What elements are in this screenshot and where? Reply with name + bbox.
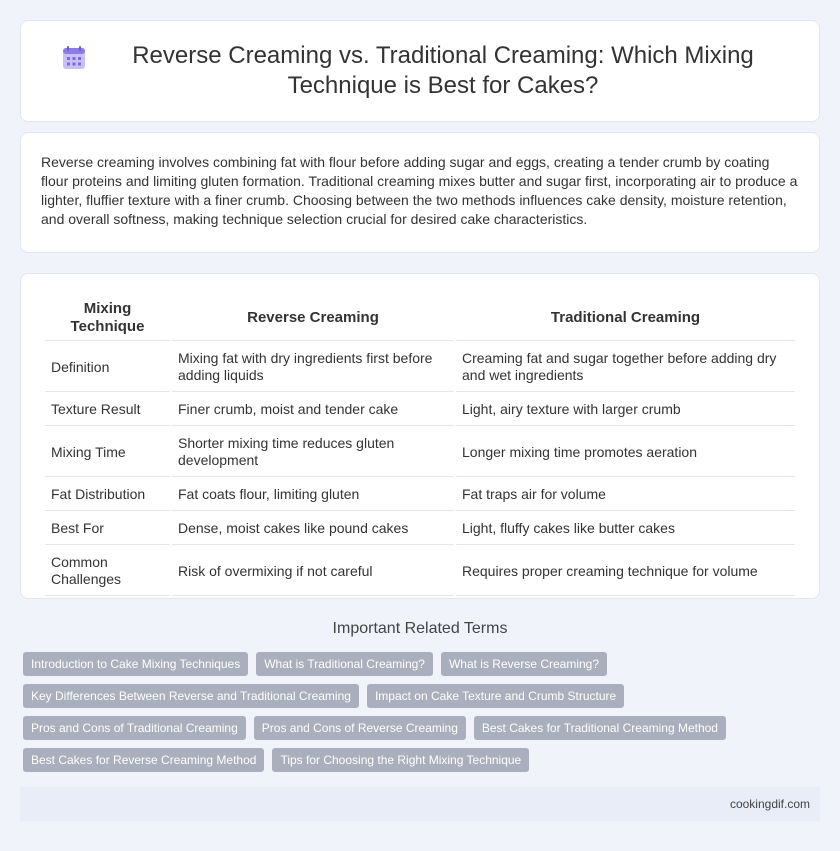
related-terms-title: Important Related Terms [332, 620, 508, 637]
row-label: Fat Distribution [45, 479, 170, 511]
tag-what-is-reverse[interactable]: What is Reverse Creaming? [441, 652, 607, 676]
calendar-grid-icon [61, 45, 87, 71]
traditional-cell: Creaming fat and sugar together before adding dry and wet ingredients [456, 343, 795, 392]
tag-best-cakes-reverse[interactable]: Best Cakes for Reverse Creaming Method [23, 748, 264, 772]
tag-pros-cons-traditional[interactable]: Pros and Cons of Traditional Creaming [23, 716, 246, 740]
traditional-cell: Light, airy texture with larger crumb [456, 394, 795, 426]
footer-site-link[interactable]: cookingdif.com [729, 797, 810, 811]
table-row [45, 547, 795, 596]
reverse-cell: Shorter mixing time reduces gluten development [172, 428, 454, 477]
table-header-row [45, 296, 795, 341]
title-card [20, 20, 820, 122]
footer [20, 787, 820, 821]
header-mixing-technique: Mixing Technique [45, 296, 170, 341]
table-row [45, 428, 795, 477]
table-row [45, 479, 795, 511]
tag-pros-cons-reverse[interactable]: Pros and Cons of Reverse Creaming [254, 716, 466, 740]
row-label: Best For [45, 513, 170, 545]
tag-intro-mixing-techniques[interactable]: Introduction to Cake Mixing Techniques [23, 652, 248, 676]
tag-impact-texture[interactable]: Impact on Cake Texture and Crumb Structure [367, 684, 624, 708]
reverse-cell: Finer crumb, moist and tender cake [172, 394, 454, 426]
row-label: Mixing Time [45, 428, 170, 477]
row-label: Common Challenges [45, 547, 170, 596]
table-row [45, 513, 795, 545]
comparison-table [43, 294, 797, 598]
intro-card [20, 132, 820, 253]
traditional-cell: Longer mixing time promotes aeration [456, 428, 795, 477]
page-title: Reverse Creaming vs. Traditional Creaming: Which Mixing Technique is Best for Cakes? [132, 42, 754, 99]
header-reverse-creaming: Reverse Creaming [172, 296, 454, 341]
related-terms-tags [23, 652, 823, 780]
table-row [45, 343, 795, 392]
comparison-table-card [20, 273, 820, 599]
tag-best-cakes-traditional[interactable]: Best Cakes for Traditional Creaming Method [474, 716, 726, 740]
table-row [45, 394, 795, 426]
traditional-cell: Fat traps air for volume [456, 479, 795, 511]
header-traditional-creaming: Traditional Creaming [456, 296, 795, 341]
tag-key-differences[interactable]: Key Differences Between Reverse and Traditional Creaming [23, 684, 359, 708]
reverse-cell: Fat coats flour, limiting gluten [172, 479, 454, 511]
row-label: Texture Result [45, 394, 170, 426]
reverse-cell: Mixing fat with dry ingredients first before adding liquids [172, 343, 454, 392]
row-label: Definition [45, 343, 170, 392]
traditional-cell: Light, fluffy cakes like butter cakes [456, 513, 795, 545]
tag-tips-choosing[interactable]: Tips for Choosing the Right Mixing Technique [272, 748, 529, 772]
reverse-cell: Risk of overmixing if not careful [172, 547, 454, 596]
reverse-cell: Dense, moist cakes like pound cakes [172, 513, 454, 545]
tag-what-is-traditional[interactable]: What is Traditional Creaming? [256, 652, 433, 676]
title-wrap [21, 21, 819, 121]
traditional-cell: Requires proper creaming technique for volume [456, 547, 795, 596]
intro-text: Reverse creaming involves combining fat with flour before adding sugar and eggs, creating a tender crumb by coating flour proteins and limiting gluten formation. Traditional creaming mixes butter and sugar first, incorporating air to produce a lighter, fluffier texture with a finer crumb. Choosing between the two methods influences cake density, moisture retention, and overall softness, making technique selection crucial for desired cake characteristics. [41, 154, 798, 227]
